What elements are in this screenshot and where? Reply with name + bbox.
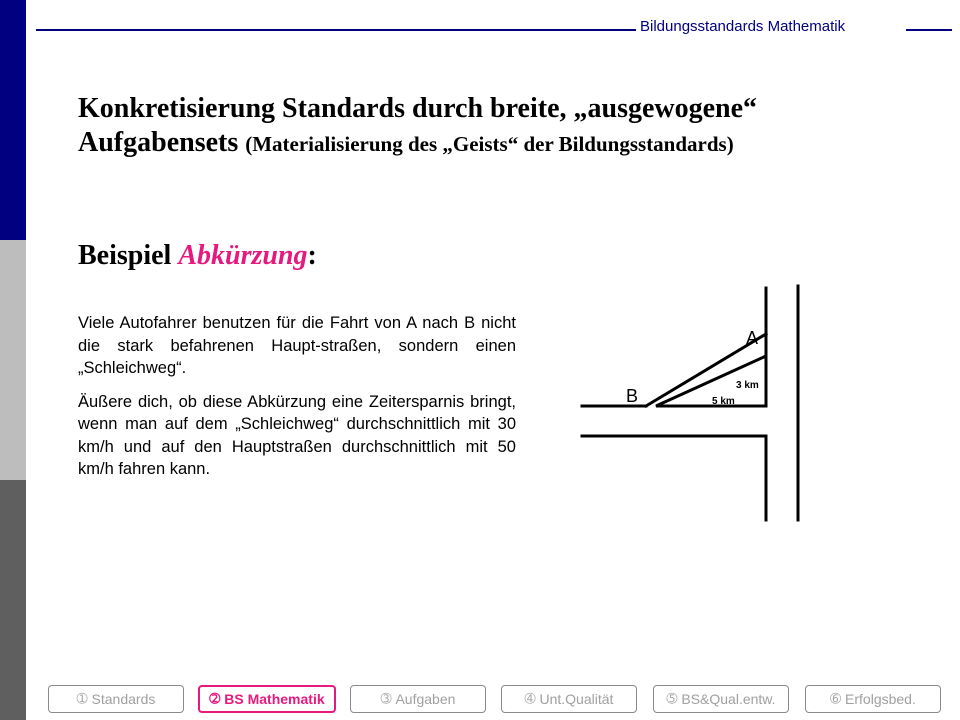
problem-paragraph-2: Äußere dich, ob diese Abkürzung eine Zeitersparnis bringt, wenn man auf dem „Schleichweg“ durchschnittlich mit 30 km/h und auf den Hauptstraßen durchschnittlich mit 50 km/h fahren kann.: [78, 392, 516, 478]
headline-line-2-main: Aufgabensets: [78, 127, 239, 158]
nav-button-aufgaben[interactable]: [350, 685, 486, 713]
nav-label: Aufgaben: [395, 691, 456, 707]
diagram-label-a: A: [746, 328, 759, 348]
nav-label: BS&Qual.entw.: [681, 691, 776, 707]
nav-number: ➃: [524, 691, 536, 706]
road-map-diagram: [570, 282, 820, 527]
headline-line-1: Konkretisierung Standards durch breite, „ausgewogene“: [78, 93, 758, 124]
problem-paragraph-1: Viele Autofahrer benutzen für die Fahrt von A nach B nicht die stark befahrenen Haupt-straßen, sondern einen „Schleichweg“.: [78, 314, 516, 377]
headline-line-2: [78, 126, 938, 161]
header-title: Bildungsstandards Mathematik: [640, 18, 846, 35]
nav-button-bs-mathematik[interactable]: [198, 685, 336, 713]
diagram-label-b: B: [626, 386, 639, 406]
example-heading: [78, 240, 317, 272]
nav-number: ➅: [830, 691, 842, 706]
example-heading-emphasis: Abkürzung: [178, 240, 308, 271]
headline-line-2-sub: (Materialisierung des „Geists“ der Bildungsstandards): [245, 132, 734, 156]
nav-number: ➁: [209, 691, 221, 706]
nav-label: Standards: [91, 691, 156, 707]
nav-button-erfolgsbed[interactable]: [805, 685, 941, 713]
diagram-distance-vertical: 3 km: [736, 380, 759, 391]
nav-number: ➀: [76, 691, 88, 706]
nav-button-unt-qualitaet[interactable]: [501, 685, 637, 713]
header-rule-left: [36, 29, 636, 31]
example-heading-prefix: Beispiel: [78, 240, 172, 271]
nav-label: Erfolgsbed.: [845, 691, 916, 707]
nav-number: ➂: [380, 691, 392, 706]
problem-text: [78, 312, 516, 492]
nav-label: Unt.Qualität: [539, 691, 614, 707]
header-rule-right: [906, 29, 952, 31]
side-bar-navy: [0, 0, 26, 240]
side-bar-dark-gray: [0, 480, 26, 720]
nav-button-standards[interactable]: [48, 685, 184, 713]
diagram-distance-horizontal: 5 km: [712, 396, 735, 407]
nav-label: BS Mathematik: [224, 691, 325, 707]
nav-button-bs-qual-entw[interactable]: [653, 685, 789, 713]
example-heading-suffix: :: [307, 240, 317, 271]
side-bar-light-gray: [0, 240, 26, 480]
nav-number: ➄: [666, 691, 678, 706]
slide-headline: [78, 92, 938, 161]
